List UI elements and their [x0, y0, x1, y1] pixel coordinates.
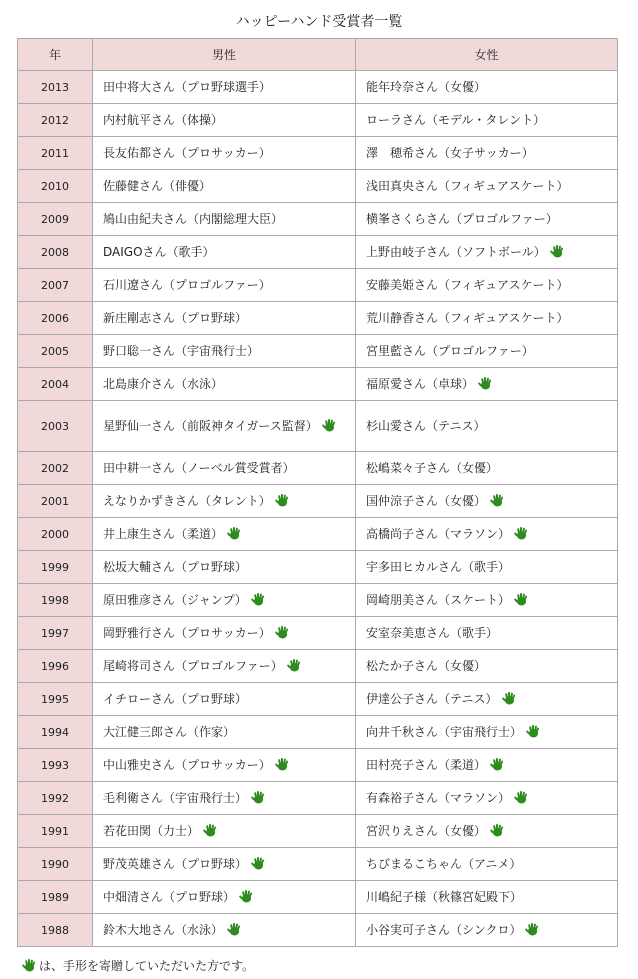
year-cell: 2004 [18, 368, 93, 401]
table-row [18, 782, 618, 815]
green-hand-icon [251, 592, 266, 606]
table-row [18, 236, 618, 269]
header-female: 女性 [356, 39, 618, 71]
table-row [18, 335, 618, 368]
female-winner-cell [356, 302, 618, 335]
green-hand-icon [239, 889, 254, 903]
male-winner-cell [93, 368, 356, 401]
year-cell: 1988 [18, 914, 93, 947]
male-winner-cell [93, 584, 356, 617]
female-winner-name: 宮沢りえさん（女優） [366, 823, 487, 838]
male-winner-name: 内村航平さん（体操） [103, 112, 224, 127]
male-winner-cell [93, 881, 356, 914]
table-row [18, 518, 618, 551]
table-row [18, 650, 618, 683]
male-winner-name: 若花田関（力士） [103, 823, 200, 838]
green-hand-icon [227, 922, 242, 936]
male-winner-name: 井上康生さん（柔道） [103, 526, 224, 541]
green-hand-icon [478, 376, 493, 390]
female-winner-name: 川嶋紀子様（秋篠宮妃殿下） [366, 889, 523, 904]
female-winner-name: 安藤美姫さん（フィギュアスケート） [366, 277, 569, 292]
green-hand-icon [514, 592, 529, 606]
year-cell: 2012 [18, 104, 93, 137]
female-winner-cell [356, 137, 618, 170]
female-winner-cell [356, 749, 618, 782]
green-hand-icon [502, 691, 517, 705]
female-winner-name: 荒川静香さん（フィギュアスケート） [366, 310, 569, 325]
female-winner-name: 伊達公子さん（テニス） [366, 691, 498, 706]
female-winner-name: 田村亮子さん（柔道） [366, 757, 487, 772]
male-winner-cell [93, 650, 356, 683]
male-winner-cell [93, 914, 356, 947]
female-winner-cell [356, 584, 618, 617]
male-winner-cell [93, 170, 356, 203]
table-row [18, 137, 618, 170]
year-cell: 1995 [18, 683, 93, 716]
year-cell: 1989 [18, 881, 93, 914]
green-hand-icon [550, 244, 565, 258]
male-winner-cell [93, 749, 356, 782]
year-cell: 1994 [18, 716, 93, 749]
year-cell: 1997 [18, 617, 93, 650]
year-cell: 2007 [18, 269, 93, 302]
male-winner-cell [93, 203, 356, 236]
male-winner-name: 野茂英雄さん（プロ野球） [103, 856, 248, 871]
table-row [18, 302, 618, 335]
female-winner-cell [356, 881, 618, 914]
male-winner-cell [93, 71, 356, 104]
male-winner-cell [93, 401, 356, 452]
male-winner-cell [93, 137, 356, 170]
male-winner-name: 田中耕一さん（ノーベル賞受賞者） [103, 460, 295, 475]
year-cell: 1993 [18, 749, 93, 782]
female-winner-name: 国仲涼子さん（女優） [366, 493, 487, 508]
female-winner-name: 浅田真央さん（フィギュアスケート） [366, 178, 569, 193]
male-winner-name: 長友佑都さん（プロサッカー） [103, 145, 271, 160]
female-winner-cell [356, 518, 618, 551]
year-cell: 1991 [18, 815, 93, 848]
green-hand-icon [275, 757, 290, 771]
female-winner-name: 宮里藍さん（プロゴルファー） [366, 343, 534, 358]
year-cell: 1996 [18, 650, 93, 683]
male-winner-cell [93, 269, 356, 302]
male-winner-name: 鳩山由紀夫さん（内閣総理大臣） [103, 211, 284, 226]
table-row [18, 749, 618, 782]
year-cell: 2003 [18, 401, 93, 452]
female-winner-cell [356, 650, 618, 683]
year-cell: 2009 [18, 203, 93, 236]
table-row [18, 71, 618, 104]
female-winner-cell [356, 170, 618, 203]
female-winner-cell [356, 401, 618, 452]
green-hand-icon [22, 958, 37, 972]
female-winner-cell [356, 104, 618, 137]
year-cell: 2010 [18, 170, 93, 203]
green-hand-icon [490, 823, 505, 837]
male-winner-cell [93, 716, 356, 749]
male-winner-name: 佐藤健さん（俳優） [103, 178, 212, 193]
green-hand-icon [227, 526, 242, 540]
table-row [18, 815, 618, 848]
female-winner-cell [356, 914, 618, 947]
female-winner-name: 松たか子さん（女優） [366, 658, 487, 673]
table-row [18, 452, 618, 485]
female-winner-cell [356, 236, 618, 269]
green-hand-icon [275, 493, 290, 507]
male-winner-cell [93, 617, 356, 650]
table-row [18, 848, 618, 881]
female-winner-name: 横峯さくらさん（プロゴルファー） [366, 211, 558, 226]
header-year: 年 [18, 39, 93, 71]
male-winner-cell [93, 485, 356, 518]
male-winner-name: 田中将大さん（プロ野球選手） [103, 79, 272, 94]
year-cell: 2011 [18, 137, 93, 170]
page-title: ハッピーハンド受賞者一覧 [235, 14, 403, 30]
year-cell: 1992 [18, 782, 93, 815]
year-cell: 1990 [18, 848, 93, 881]
female-winner-cell [356, 203, 618, 236]
female-winner-cell [356, 815, 618, 848]
male-winner-cell [93, 848, 356, 881]
green-hand-icon [287, 658, 302, 672]
female-winner-cell [356, 683, 618, 716]
table-row [18, 551, 618, 584]
male-winner-name: 大江健三郎さん（作家） [103, 724, 236, 739]
female-winner-cell [356, 617, 618, 650]
table-row [18, 617, 618, 650]
footnote [22, 958, 254, 974]
male-winner-name: 尾崎将司さん（プロゴルファー） [103, 658, 283, 673]
green-hand-icon [526, 724, 541, 738]
male-winner-cell [93, 551, 356, 584]
male-winner-name: 北島康介さん（水泳） [103, 376, 224, 391]
table-row [18, 683, 618, 716]
male-winner-name: 石川遼さん（プロゴルファー） [103, 277, 271, 292]
female-winner-cell [356, 782, 618, 815]
female-winner-cell [356, 485, 618, 518]
year-cell: 1999 [18, 551, 93, 584]
male-winner-name: 中山雅史さん（プロサッカー） [103, 757, 271, 772]
table-row [18, 716, 618, 749]
green-hand-icon [490, 757, 505, 771]
female-winner-name: ローラさん（モデル・タレント） [366, 112, 546, 127]
year-cell: 2002 [18, 452, 93, 485]
male-winner-name: 野口聡一さん（宇宙飛行士） [103, 343, 260, 358]
female-winner-name: 上野由岐子さん（ソフトボール） [366, 244, 546, 259]
male-winner-cell [93, 236, 356, 269]
female-winner-name: ちびまるこちゃん（アニメ） [366, 856, 522, 871]
male-winner-name: 星野仙一さん（前阪神タイガース監督） [103, 418, 318, 433]
table-row [18, 401, 618, 452]
male-winner-cell [93, 302, 356, 335]
male-winner-cell [93, 452, 356, 485]
table-row [18, 368, 618, 401]
male-winner-name: 毛利衛さん（宇宙飛行士） [103, 790, 248, 805]
year-cell: 2008 [18, 236, 93, 269]
female-winner-name: 松嶋菜々子さん（女優） [366, 460, 499, 475]
year-cell: 1998 [18, 584, 93, 617]
table-header-row [18, 39, 618, 71]
year-cell: 2005 [18, 335, 93, 368]
male-winner-name: 岡野雅行さん（プロサッカー） [103, 625, 271, 640]
green-hand-icon [203, 823, 218, 837]
green-hand-icon [251, 856, 266, 870]
awards-table [17, 38, 618, 947]
female-winner-cell [356, 368, 618, 401]
female-winner-name: 安室奈美恵さん（歌手） [366, 625, 499, 640]
female-winner-name: 澤 穂希さん（女子サッカー） [366, 145, 534, 160]
female-winner-name: 高橋尚子さん（マラソン） [366, 526, 511, 541]
year-cell: 2006 [18, 302, 93, 335]
male-winner-cell [93, 683, 356, 716]
year-cell: 2001 [18, 485, 93, 518]
male-winner-cell [93, 815, 356, 848]
female-winner-cell [356, 71, 618, 104]
male-winner-name: 中畑清さん（プロ野球） [103, 889, 236, 904]
green-hand-icon [322, 418, 337, 432]
table-row [18, 104, 618, 137]
green-hand-icon [251, 790, 266, 804]
male-winner-name: 新庄剛志さん（プロ野球） [103, 310, 248, 325]
year-cell: 2013 [18, 71, 93, 104]
female-winner-cell [356, 335, 618, 368]
year-cell: 2000 [18, 518, 93, 551]
female-winner-name: 小谷実可子さん（シンクロ） [366, 922, 522, 937]
male-winner-name: 原田雅彦さん（ジャンプ） [103, 592, 247, 607]
table-row [18, 269, 618, 302]
table-row [18, 914, 618, 947]
female-winner-cell [356, 269, 618, 302]
table-row [18, 881, 618, 914]
female-winner-name: 能年玲奈さん（女優） [366, 79, 487, 94]
green-hand-icon [525, 922, 540, 936]
table-body [18, 71, 618, 947]
female-winner-cell [356, 848, 618, 881]
male-winner-cell [93, 104, 356, 137]
female-winner-name: 向井千秋さん（宇宙飛行士） [366, 724, 523, 739]
female-winner-cell [356, 452, 618, 485]
header-male: 男性 [93, 39, 356, 71]
green-hand-icon [490, 493, 505, 507]
green-hand-icon [514, 526, 529, 540]
green-hand-icon [514, 790, 529, 804]
male-winner-cell [93, 782, 356, 815]
male-winner-cell [93, 518, 356, 551]
male-winner-name: 鈴木大地さん（水泳） [103, 922, 224, 937]
female-winner-name: 杉山愛さん（テニス） [366, 418, 486, 433]
female-winner-name: 宇多田ヒカルさん（歌手） [366, 559, 511, 574]
table-row [18, 485, 618, 518]
female-winner-cell [356, 551, 618, 584]
male-winner-name: 松坂大輔さん（プロ野球） [103, 559, 248, 574]
table-row [18, 584, 618, 617]
table-row [18, 203, 618, 236]
male-winner-cell [93, 335, 356, 368]
female-winner-name: 有森裕子さん（マラソン） [366, 790, 511, 805]
male-winner-name: えなりかずきさん（タレント） [103, 493, 271, 508]
female-winner-cell [356, 716, 618, 749]
green-hand-icon [275, 625, 290, 639]
male-winner-name: イチローさん（プロ野球） [103, 691, 248, 706]
male-winner-name: DAIGOさん（歌手） [103, 244, 215, 259]
table-row [18, 170, 618, 203]
footnote-text: は、手形を寄贈していただいた方です。 [39, 959, 255, 973]
female-winner-name: 岡崎朋美さん（スケート） [366, 592, 511, 607]
female-winner-name: 福原愛さん（卓球） [366, 376, 475, 391]
